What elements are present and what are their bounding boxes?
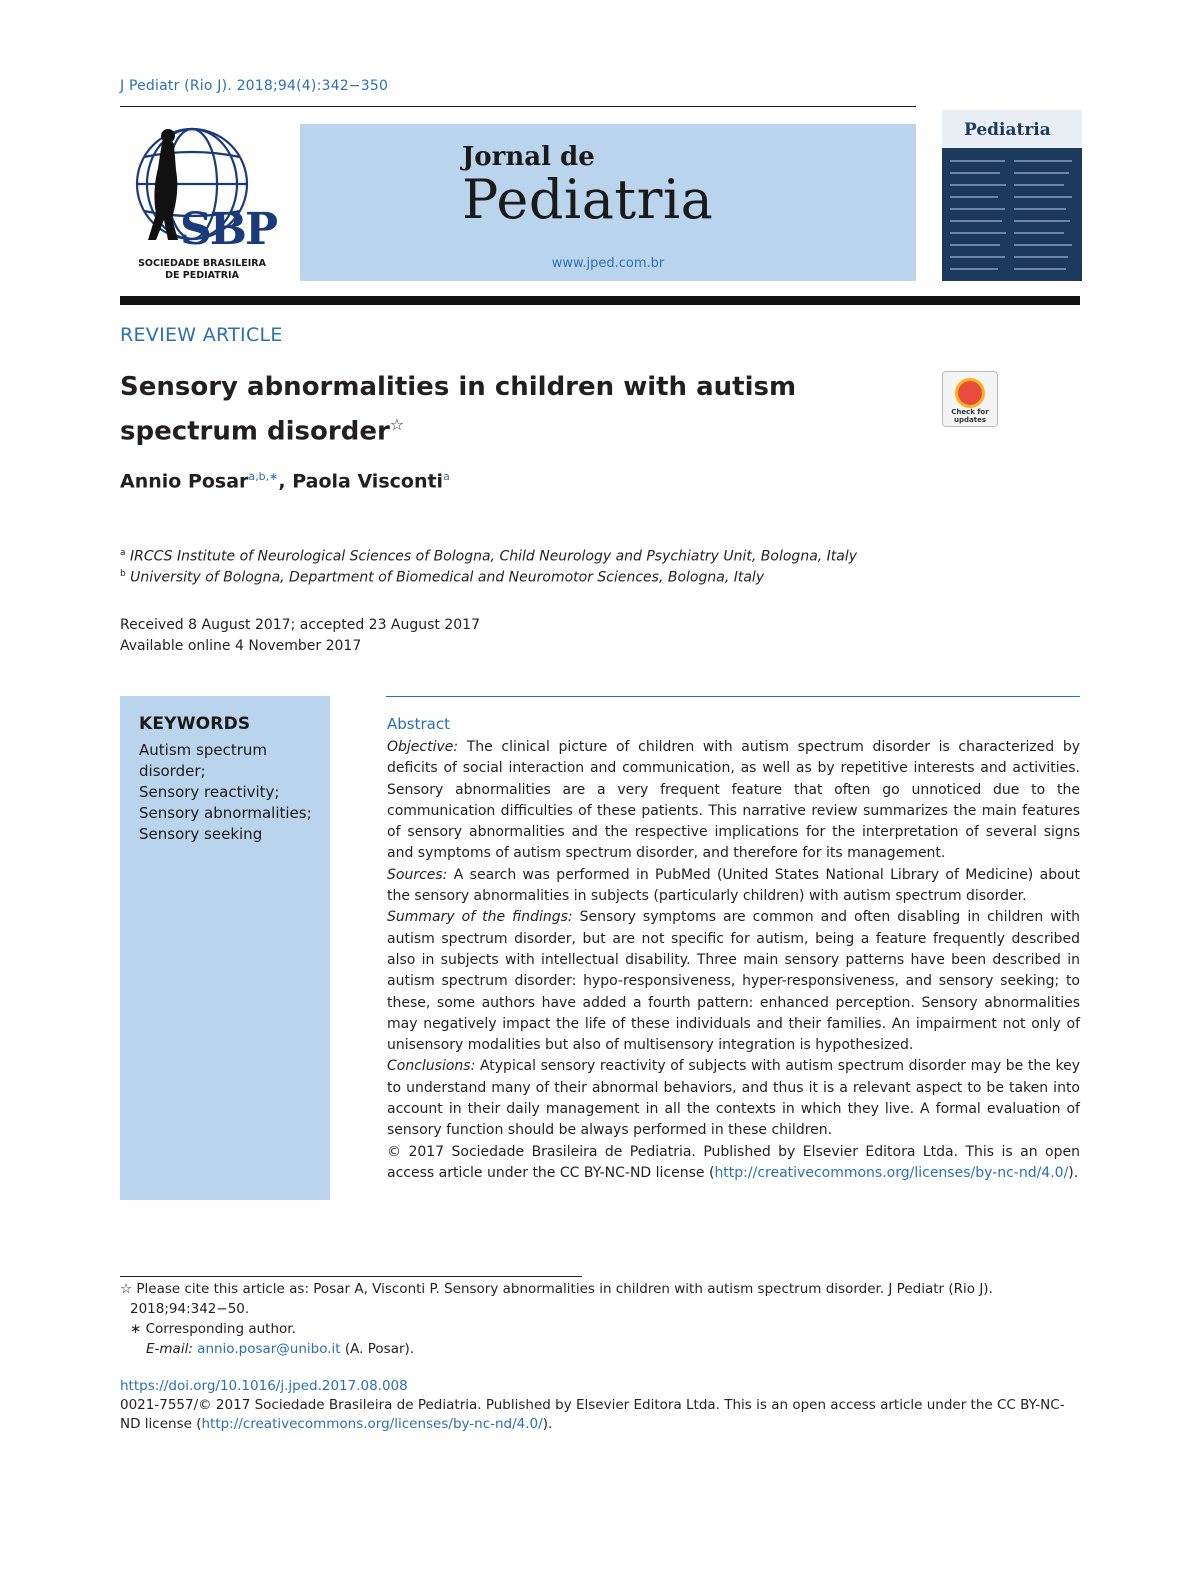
author-name: Annio Posar bbox=[120, 470, 249, 493]
keyword-item: Autism spectrum disorder; bbox=[139, 741, 267, 780]
abstract-objective bbox=[387, 737, 1080, 865]
author-separator: , bbox=[278, 470, 293, 493]
cover-title: Pediatria bbox=[964, 120, 1051, 140]
title-footnote-mark[interactable]: ☆ bbox=[389, 415, 405, 434]
email-label: E-mail: bbox=[146, 1341, 193, 1357]
affiliation bbox=[120, 569, 764, 586]
email-footnote bbox=[120, 1339, 1080, 1359]
citation-footnote bbox=[120, 1279, 1080, 1319]
crossmark-icon bbox=[955, 378, 985, 408]
abstract-copyright bbox=[387, 1142, 1080, 1185]
abstract-rule bbox=[386, 696, 1080, 697]
abstract-summary bbox=[387, 907, 1080, 1056]
header-thick-rule bbox=[120, 296, 1080, 305]
corresponding-footnote bbox=[120, 1319, 1080, 1339]
doi-link[interactable]: https://doi.org/10.1016/j.jped.2017.08.008 bbox=[120, 1378, 408, 1394]
abstract-heading: Abstract bbox=[387, 715, 450, 733]
journal-name-prefix: Jornal de bbox=[462, 142, 595, 172]
article-type: REVIEW ARTICLE bbox=[120, 324, 283, 346]
journal-banner bbox=[300, 124, 916, 281]
author-list bbox=[120, 470, 450, 492]
keyword-item: Sensory reactivity; bbox=[139, 783, 280, 801]
header-rule bbox=[120, 106, 916, 107]
author-affiliation-mark[interactable]: a bbox=[443, 470, 450, 483]
abstract-sources bbox=[387, 865, 1080, 908]
corresponding-mark: ∗ bbox=[130, 1321, 142, 1337]
license-text: 0021-7557/© 2017 Sociedade Brasileira de Pediatria. Published by Elsevier Editora Ltda. This is an open access article under the CC BY-NC-ND license ( bbox=[120, 1397, 1065, 1432]
license-link[interactable]: http://creativecommons.org/licenses/by-nc-nd/4.0/ bbox=[201, 1416, 543, 1432]
affiliation-text: University of Bologna, Department of Biomedical and Neuromotor Sciences, Bologna, Italy bbox=[130, 569, 765, 586]
keywords-box bbox=[120, 696, 330, 1200]
license-post: ). bbox=[542, 1416, 553, 1432]
abstract-section-text: A search was performed in PubMed (United States National Library of Medicine) about the sensory abnormalities in subjects (particularly children) with autism spectrum disorder. bbox=[387, 866, 1081, 905]
abstract-section-label: Conclusions: bbox=[387, 1058, 476, 1075]
available-online-date: Available online 4 November 2017 bbox=[120, 638, 362, 654]
corresponding-text: Corresponding author. bbox=[145, 1321, 296, 1337]
citation-footnote-text: Please cite this article as: Posar A, Visconti P. Sensory abnormalities in children with autism spectrum disorder. J Pediatr (Rio J). 2018;94:342−50. bbox=[130, 1281, 993, 1317]
abstract-conclusions bbox=[387, 1056, 1080, 1141]
journal-citation: J Pediatr (Rio J). 2018;94(4):342−350 bbox=[120, 78, 389, 94]
footnote-rule bbox=[120, 1276, 582, 1277]
keyword-item: Sensory seeking bbox=[139, 825, 263, 843]
footnotes bbox=[120, 1279, 1080, 1359]
journal-name: Pediatria bbox=[462, 168, 714, 231]
author-name: Paola Visconti bbox=[292, 470, 444, 493]
abstract-section-label: Sources: bbox=[387, 866, 448, 883]
keyword-item: Sensory abnormalities; bbox=[139, 804, 312, 822]
email-post: (A. Posar). bbox=[344, 1341, 415, 1357]
affiliation-text: IRCCS Institute of Neurological Sciences of Bologna, Child Neurology and Psychiatry Unit, Bologna, Italy bbox=[129, 548, 858, 565]
cover-header bbox=[942, 110, 1082, 148]
sbp-name-line2: DE PEDIATRIA bbox=[165, 270, 239, 281]
sbp-logo-text: SBP bbox=[180, 204, 277, 255]
abstract-section-text: Sensory symptoms are common and often disabling in children with autism spectrum disorder, but are not specific for autism, being a feature frequently described also in subjects with intellectual disability. Three main sensory patterns have been described in autism spectrum disorder: hypo-responsiveness, hyper-responsiveness, and sensory seeking; to these, some authors have added a fourth pattern: enhanced perception. Sensory abnormalities may negatively impact the life of these individuals and their families. An impairment not only of unisensory modalities but also of multisensory integration is hypothesized. bbox=[387, 909, 1080, 1054]
journal-url-link[interactable]: www.jped.com.br bbox=[551, 256, 665, 271]
crossmark-badge[interactable] bbox=[942, 371, 998, 427]
sbp-name-line1: SOCIEDADE BRASILEIRA bbox=[138, 258, 266, 269]
author-affiliation-mark[interactable]: a,b,∗ bbox=[248, 470, 279, 483]
keywords-heading: KEYWORDS bbox=[139, 714, 251, 734]
affiliation-mark: b bbox=[120, 569, 126, 579]
abstract-section-label: Objective: bbox=[387, 739, 459, 755]
abstract-section-text: The clinical picture of children with autism spectrum disorder is characterized by deficits of social interaction and communication, as well as by repetitive interests and activities. Sensory abnormalities are a very frequent feature that often go unnoticed due to the communication difficulties of these patients. This narrative review summarizes the main features of sensory abnormalities and the respective implications for the interpretation of several signs and symptoms of autism spectrum disorder, and therefore for its management. bbox=[387, 739, 1080, 862]
crossmark-label: Check for updates bbox=[951, 408, 989, 424]
copyright-post: ). bbox=[1068, 1164, 1079, 1181]
abstract-section-text: Atypical sensory reactivity of subjects with autism spectrum disorder may be the key to understand many of their abnormal behaviors, and thus it is a relevant aspect to be taken into account in their daily management in all the contexts in which they live. A formal evaluation of sensory function should be always performed in these children. bbox=[387, 1058, 1080, 1139]
article-title bbox=[120, 368, 880, 451]
received-dates: Received 8 August 2017; accepted 23 August 2017 bbox=[120, 617, 480, 633]
journal-cover-thumbnail bbox=[942, 110, 1082, 281]
keywords-list bbox=[139, 740, 319, 845]
abstract-section-label: Summary of the findings: bbox=[387, 909, 573, 926]
license-link[interactable]: http://creativecommons.org/licenses/by-nc-nd/4.0/ bbox=[714, 1164, 1069, 1181]
abstract-body bbox=[387, 737, 1080, 1184]
sbp-name bbox=[122, 258, 282, 282]
affiliation bbox=[120, 548, 857, 565]
license-statement bbox=[120, 1396, 1080, 1434]
affiliation-mark: a bbox=[120, 548, 126, 558]
article-title-text: Sensory abnormalities in children with autism spectrum disorder bbox=[120, 372, 797, 447]
copyright-text: © 2017 Sociedade Brasileira de Pediatria. Published by Elsevier Editora Ltda. This is an open access article under the CC BY-NC-ND license ( bbox=[387, 1143, 1080, 1181]
email-link[interactable]: annio.posar@unibo.it bbox=[197, 1341, 341, 1357]
citation-footnote-mark: ☆ bbox=[120, 1281, 133, 1297]
